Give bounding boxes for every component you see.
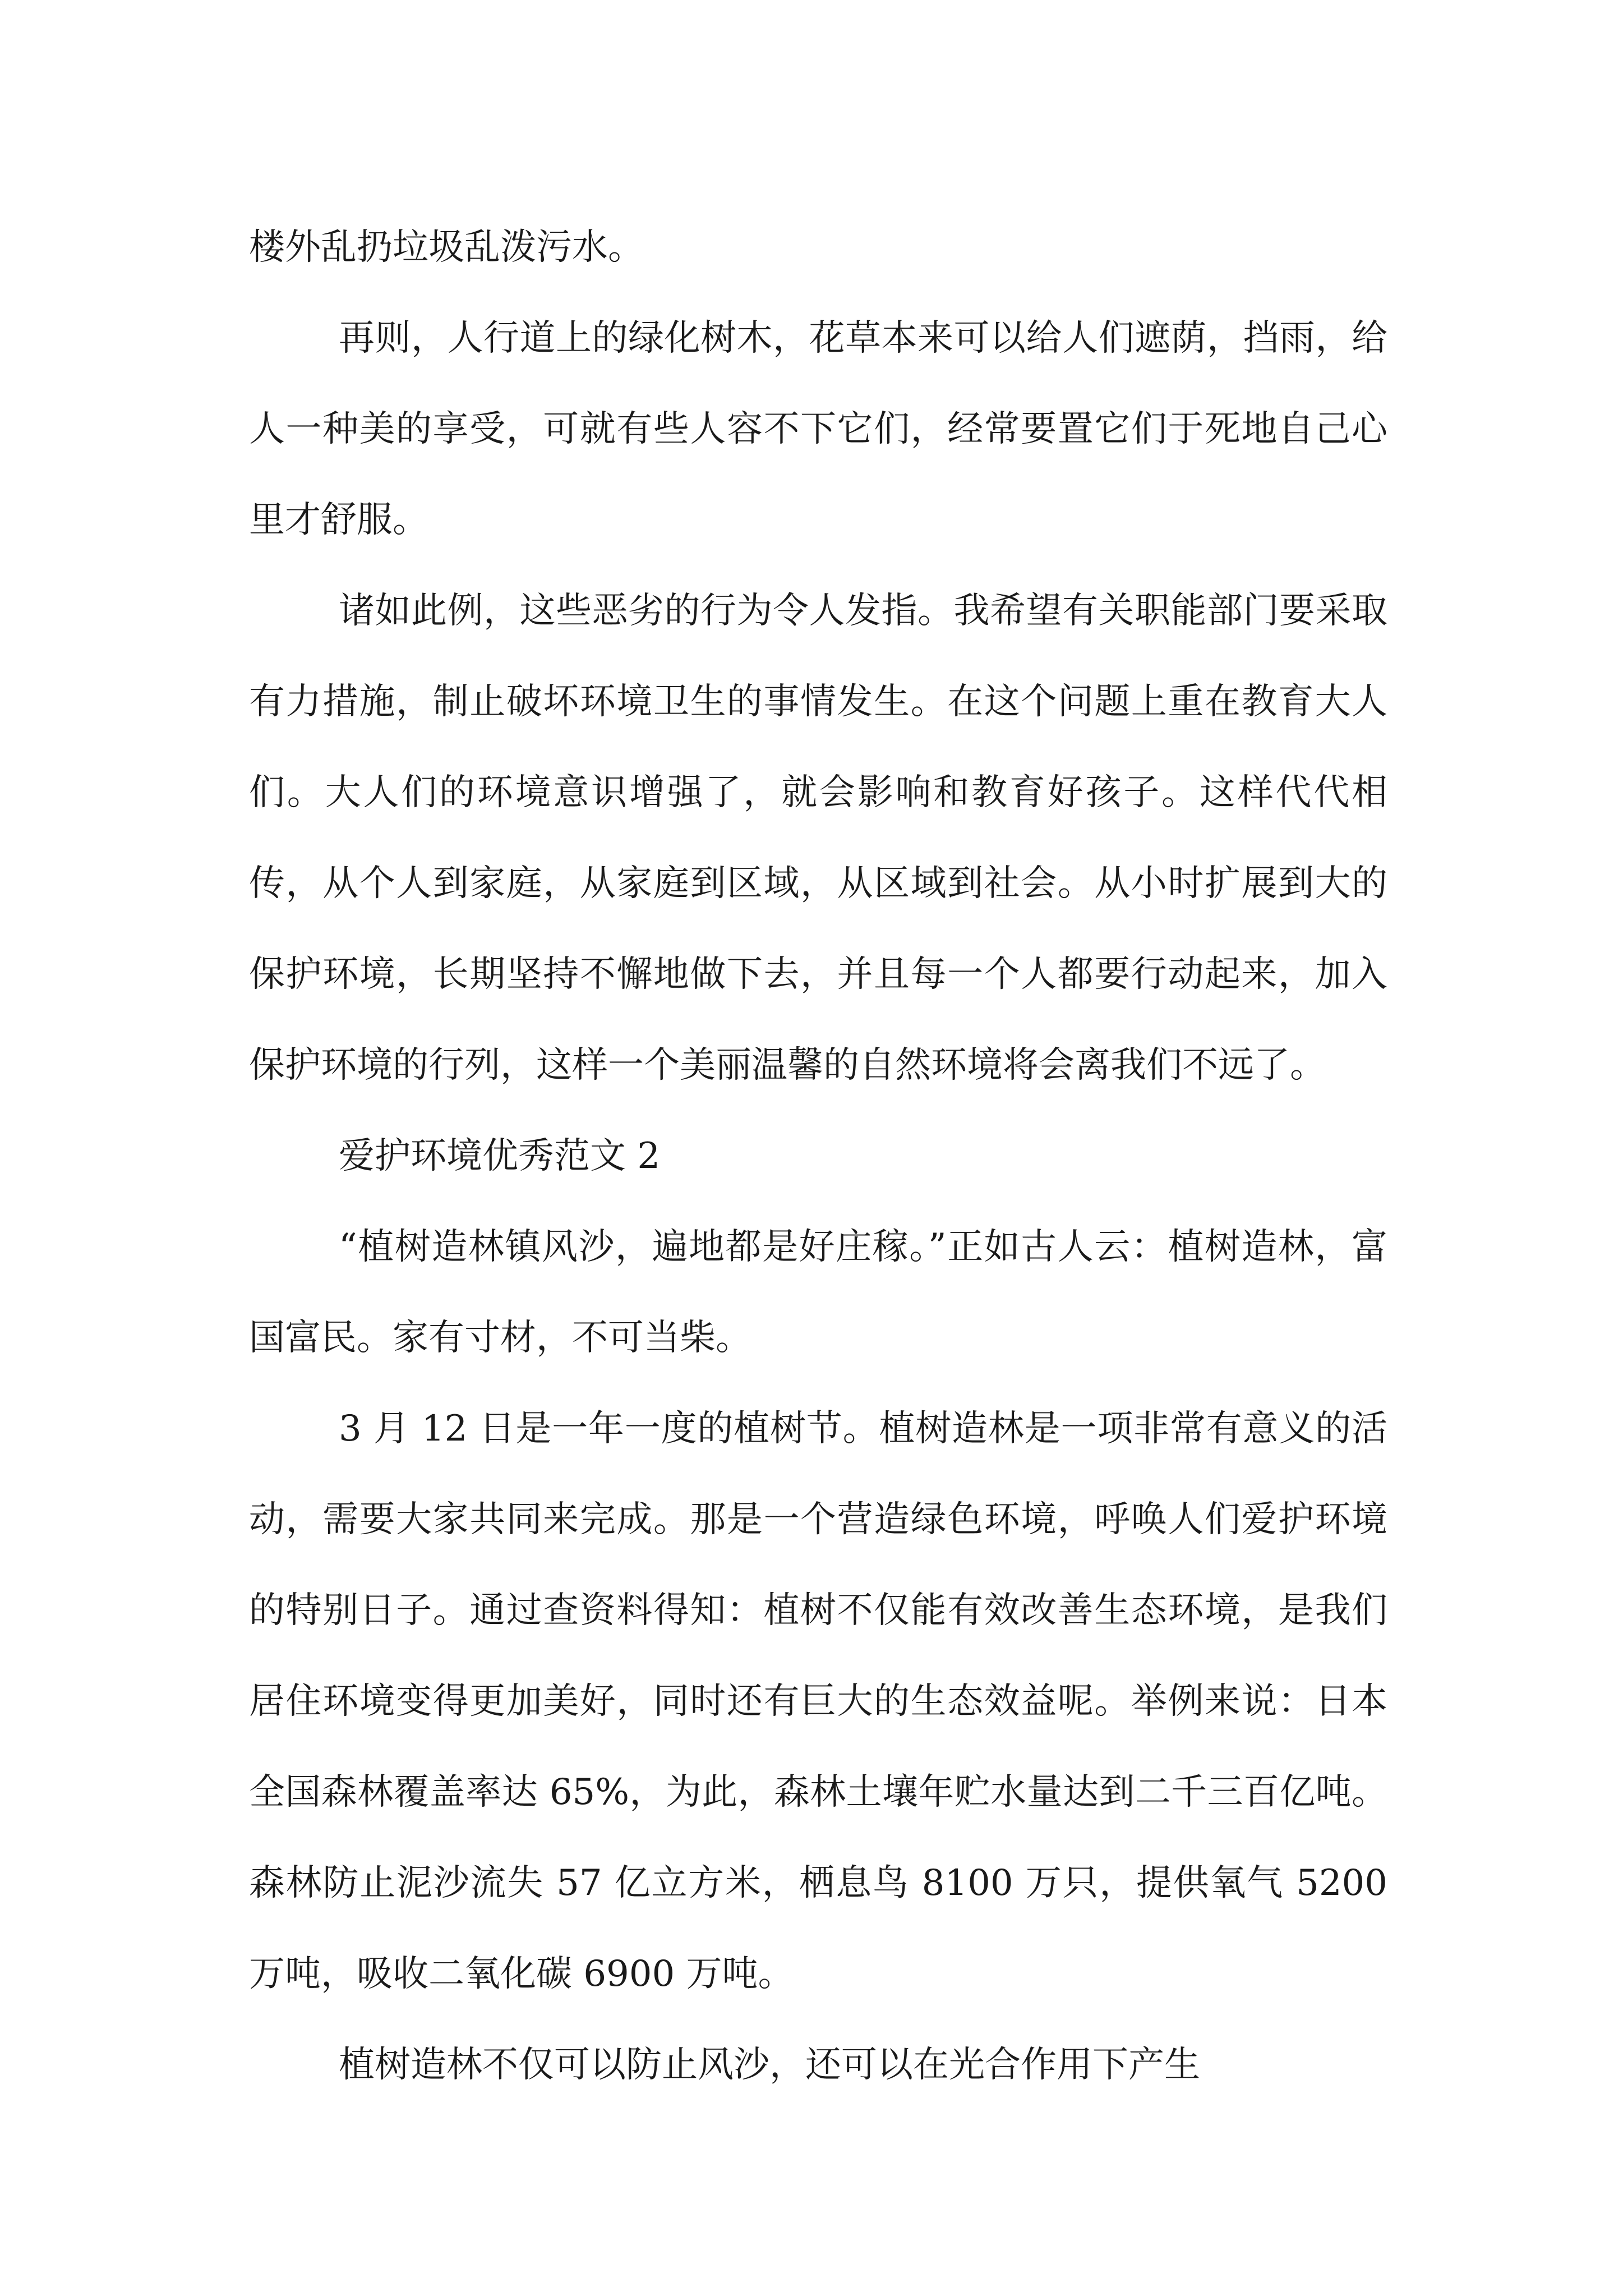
paragraph-greenery: 再则，人行道上的绿化树木，花草本来可以给人们遮荫，挡雨，给人一种美的享受，可就有些人容不下它们，经常要置它们于死地自己心里才舒服。 — [249, 318, 1387, 541]
paragraph-benefits: 植树造林不仅可以防止风沙，还可以在光合作用下产生 — [339, 2044, 1200, 2086]
paragraph-appeal: 诸如此例，这些恶劣的行为令人发指。我希望有关职能部门要采取有力措施，制止破坏环境卫生的事情发生。在这个问题上重在教育大人们。大人们的环境意识增强了，就会影响和教育好孩子。这样代代相传，从个人到家庭，从家庭到区域，从区域到社会。从小时扩展到大的保护环境，长期坚持不懈地做下去，并且每一个人都要行动起来，加入保护环境的行列，这样一个美丽温馨的自然环境将会离我们不远了。 — [249, 590, 1387, 1086]
section-heading: 爱护环境优秀范文 2 — [339, 1135, 661, 1177]
paragraph-arbor-day: 3 月 12 日是一年一度的植树节。植树造林是一项非常有意义的活动，需要大家共同来完成。那是一个营造绿色环境，呼唤人们爱护环境的特别日子。通过查资料得知：植树不仅能有效改善生态环境，是我们居住环境变得更加美好，同时还有巨大的生态效益呢。举例来说：日本全国森林覆盖率达 65%，为此，森林土壤年贮水量达到二千三百亿吨。森林防止泥沙流失 57 亿立方米，栖息鸟 8100 万只，提供氧气 5200 万吨，吸收二氧化碳 6900 万吨。 — [249, 1408, 1387, 1995]
paragraph-continuation: 楼外乱扔垃圾乱泼污水。 — [249, 227, 644, 268]
paragraph-quote: “植树造林镇风沙，遍地都是好庄稼。”正如古人云：植树造林，富国富民。家有寸材，不可当柴。 — [249, 1226, 1387, 1359]
document-body — [249, 202, 1387, 2110]
